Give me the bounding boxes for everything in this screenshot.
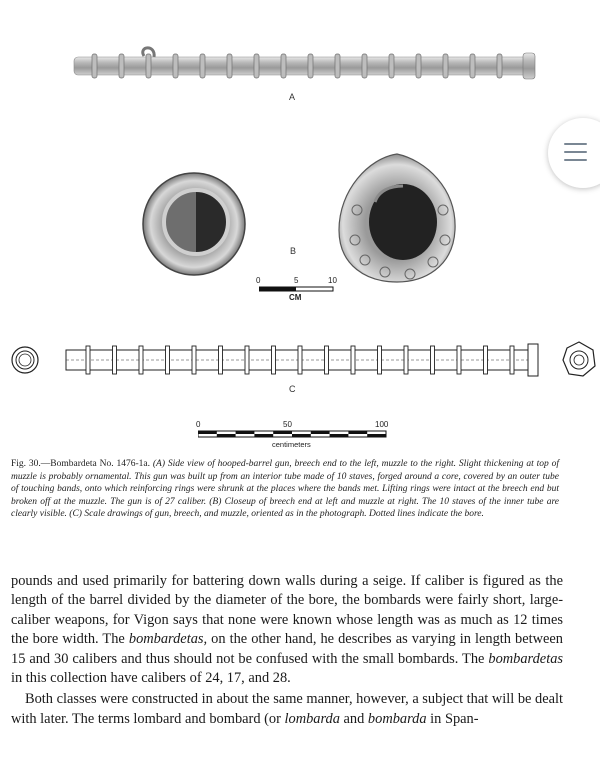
paragraph-1-part-c: in this collection have calibers of 24, 17, and 28. bbox=[11, 670, 291, 687]
scale-small-tick-5: 5 bbox=[294, 276, 299, 285]
breech-end-photo bbox=[140, 170, 250, 280]
scale-large-unit: centimeters bbox=[272, 440, 311, 449]
paragraph-1-emphasis-1: bombardetas, bbox=[128, 631, 208, 648]
paragraph-2-emphasis-2: bombarda bbox=[367, 710, 427, 727]
scale-bar-small bbox=[256, 276, 346, 308]
paragraph-2-part-c: in Span- bbox=[426, 710, 479, 727]
muzzle-end-photo bbox=[335, 150, 460, 285]
figure-caption bbox=[11, 458, 559, 521]
hamburger-menu-icon bbox=[548, 118, 600, 188]
figure-label-c: C bbox=[289, 384, 296, 394]
figure-label-a: A bbox=[289, 92, 296, 102]
scale-large-tick-100: 100 bbox=[375, 420, 389, 429]
caption-text: (A) Side view of hooped-barrel gun, breech end to the left, muzzle to the right. Slight thickening at top of muzzle is probably ornamental. This gun was built up from an interior tube made of 10 staves, forged around a core, covered by an outer tube of touching bands, onto which reinforcing rings were shrunk at the places where the bands met. Lifting rings were intact at the breech end but broken off at the muzzle. The gun is of 27 caliber. (B) Closeup of breech end at left and muzzle at right. The 10 staves of the inner tube are clearly visible. (C) Scale drawings of gun, breech, and muzzle, oriented as in the photograph. Dotted lines indicate the bore. bbox=[11, 459, 560, 520]
paragraph-2-part-b: and bbox=[339, 710, 368, 727]
gun-scale-drawing bbox=[64, 342, 542, 378]
scale-bar-large bbox=[194, 420, 394, 454]
caption-lead: Fig. 30.—Bombardeta No. 1476-1a. bbox=[11, 459, 150, 469]
scale-small-tick-10: 10 bbox=[328, 276, 337, 285]
scale-large-tick-50: 50 bbox=[283, 420, 292, 429]
paragraph-1 bbox=[11, 572, 563, 688]
breech-drawing bbox=[10, 345, 40, 375]
body-text bbox=[11, 572, 563, 729]
scale-small-tick-0: 0 bbox=[256, 276, 261, 285]
paragraph-1-part-b: on the other hand, he describes as varying in length between 15 and 30 calibers and thus should not be confused with the small bombards. The bbox=[11, 631, 563, 667]
figure-label-b: B bbox=[290, 246, 297, 256]
muzzle-drawing bbox=[561, 340, 597, 378]
scale-small-unit: CM bbox=[289, 293, 302, 302]
paragraph-2-part-a: Both classes were constructed in about the same manner, however, a subject that will be dealt with later. The terms lombard and bombard (or bbox=[11, 691, 563, 727]
menu-button[interactable] bbox=[548, 118, 600, 188]
gun-side-photo bbox=[68, 44, 538, 92]
paragraph-2-emphasis-1: lombarda bbox=[284, 710, 340, 727]
paragraph-1-part-a: pounds and used primarily for battering down walls during a seige. If caliber is figured as the length of the barrel divided by the diameter of the bore, the bombards were fairly short, large-caliber weapons, for Vigon says that none were known whose length was as much as 12 times the bore width. The bbox=[11, 573, 563, 648]
paragraph-2 bbox=[11, 690, 563, 729]
scale-large-tick-0: 0 bbox=[196, 420, 201, 429]
paragraph-1-emphasis-2: bombardetas bbox=[488, 650, 563, 667]
